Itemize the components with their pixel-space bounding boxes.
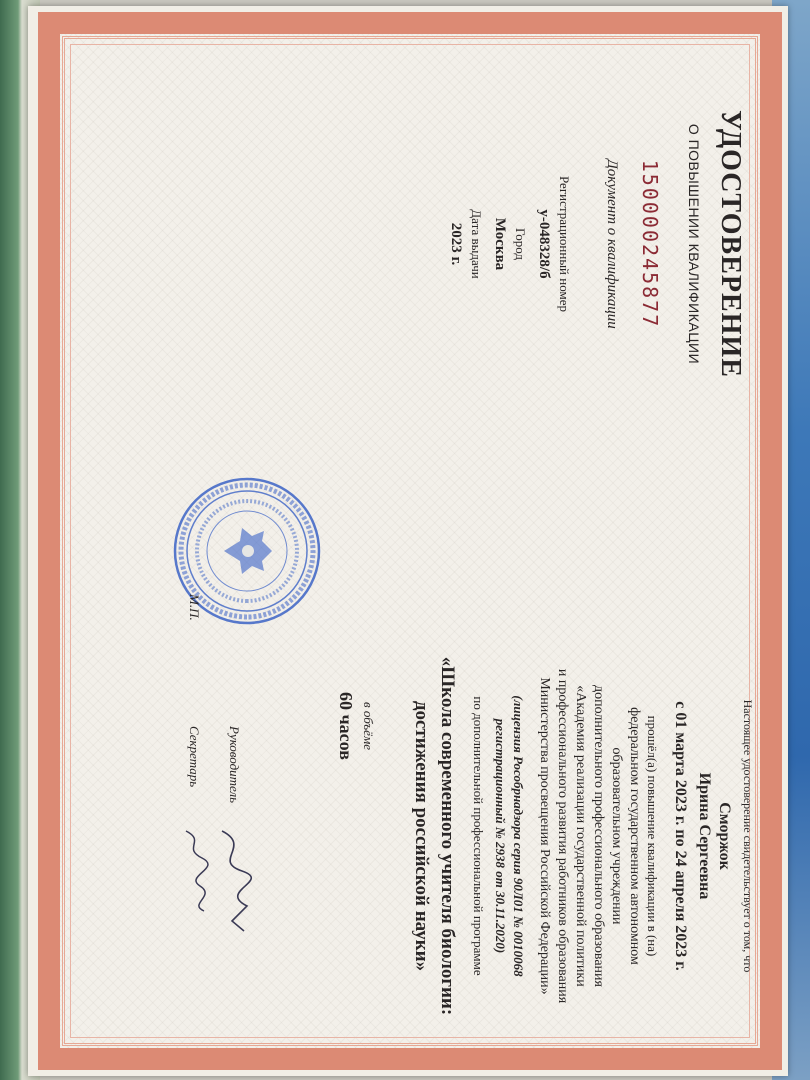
program-intro: по дополнительной профессиональной программе bbox=[471, 696, 486, 976]
secretary-signature bbox=[174, 826, 214, 916]
reg-number-label: Регистрационный номер bbox=[557, 176, 572, 312]
org-line-5: и профессионального развития работников образования bbox=[555, 668, 570, 1004]
org-line-3: дополнительного профессионального образования bbox=[591, 685, 606, 987]
org-line-6: Министерства просвещения Российской Федерации» bbox=[537, 677, 552, 995]
certificate-number: 150000245877 bbox=[638, 159, 662, 329]
org-line-1: федеральном государственном автономном bbox=[627, 707, 642, 965]
director-label: Руководитель bbox=[227, 726, 242, 804]
program-title-2: достижения российской науки» bbox=[411, 700, 432, 972]
license-line-2: регистрационный № 2938 от 30.11.2020) bbox=[493, 718, 508, 954]
hours-value: 60 часов bbox=[336, 692, 356, 760]
certificate-subtitle: О ПОВЫШЕНИИ КВАЛИФИКАЦИИ bbox=[686, 123, 702, 365]
issue-year: 2023 г. bbox=[448, 222, 464, 266]
license-line-1: (лицензия Рособрнадзора серия 90Л01 № 0010068 bbox=[511, 695, 526, 977]
recipient-name: Ирина Сергеевна bbox=[696, 772, 713, 900]
study-dates: с 01 марта 2023 г. по 24 апреля 2023 г. bbox=[672, 701, 689, 971]
city-label: Город bbox=[513, 227, 528, 261]
program-title-1: «Школа современного учителя биологии: bbox=[437, 656, 458, 1016]
org-line-2: образовательном учреждении bbox=[609, 747, 624, 925]
stamp-mp-label: М.П. bbox=[187, 594, 202, 621]
secretary-label: Секретарь bbox=[187, 726, 202, 788]
certificate-content bbox=[62, 36, 762, 1044]
volume-label: в объёме bbox=[361, 701, 376, 751]
city: Москва bbox=[492, 217, 508, 271]
recipient-surname: Сморжок bbox=[716, 802, 733, 870]
certificate-title: УДОСТОВЕРЕНИЕ bbox=[715, 110, 746, 378]
intro-text: Настоящее удостоверение свидетельствует о том, что bbox=[741, 699, 755, 973]
org-line-4: «Академия реализации государственной политики bbox=[573, 685, 588, 987]
reg-number: у-048328/б bbox=[536, 209, 552, 279]
document-type: Документ о квалификации bbox=[604, 159, 620, 329]
issue-date-label: Дата выдачи bbox=[469, 209, 484, 279]
passed-text: прошёл(а) повышение квалификации в (на) bbox=[645, 715, 660, 957]
